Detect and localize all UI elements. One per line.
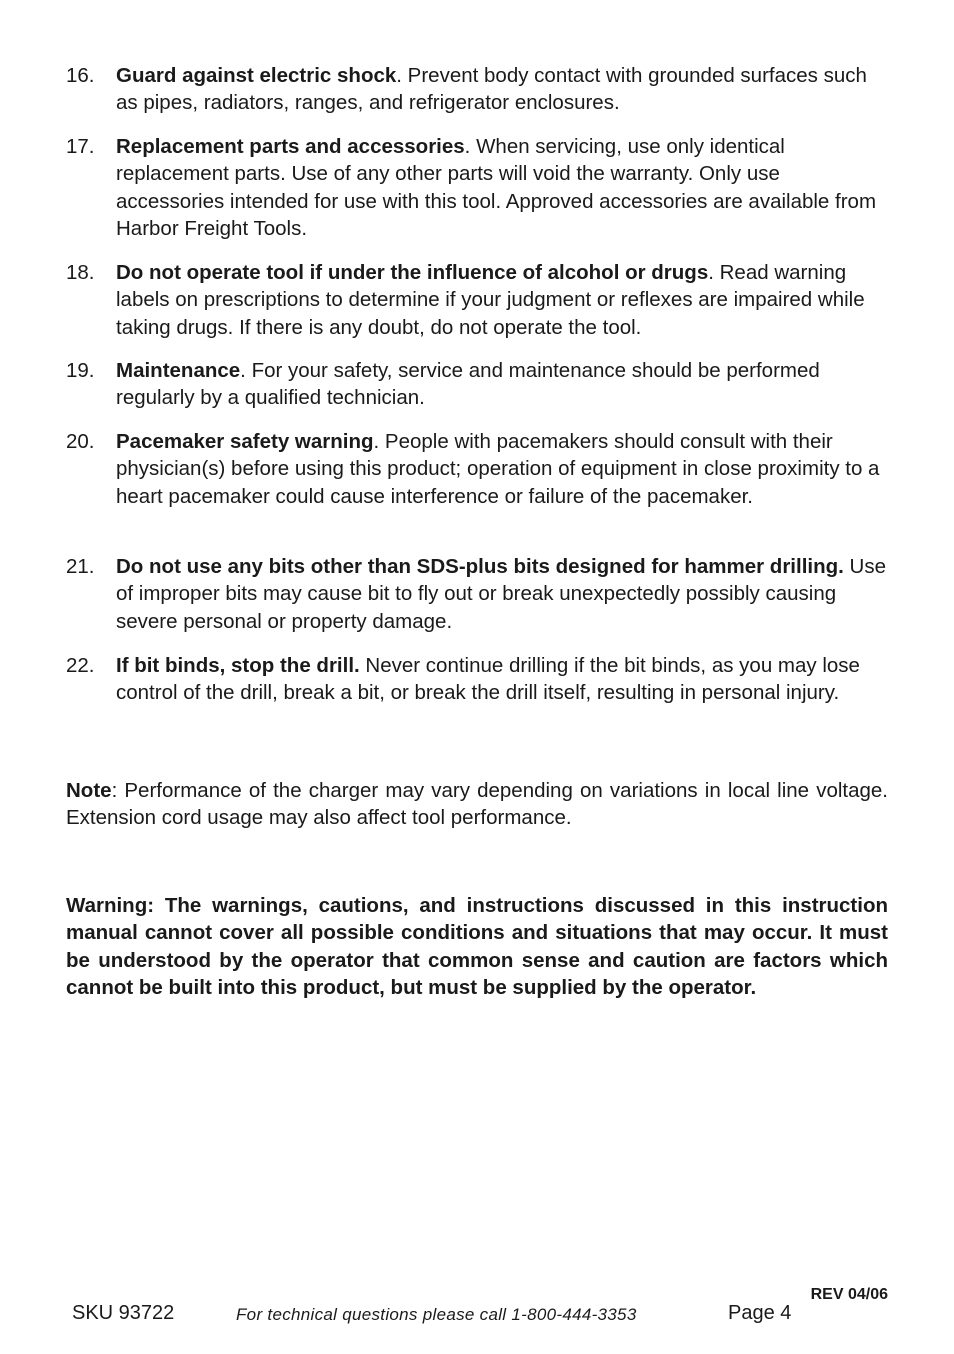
item-body: Use of improper bits may cause bit to fly out or break unexpectedly possibly causing severe personal or property damage. (116, 555, 886, 633)
sku-label: SKU 93722 (72, 1302, 175, 1324)
warning-paragraph: Warning: The warnings, cautions, and instructions discussed in this instruction manual cannot cover all possible conditions and situations that may occur. It must be understood by the operator that common sense and caution are factors which cannot be built into this product, but must be supplied by the operator. (66, 894, 888, 999)
tech-support-line: For technical questions please call 1-800-444-3353 (236, 1305, 637, 1324)
page-number: Page 4 (728, 1302, 792, 1324)
item-body: . Prevent body contact with grounded surfaces such as pipes, radiators, ranges, and refrigerator enclosures. (116, 64, 867, 115)
item-number: 18. (66, 261, 95, 284)
item-number: 16. (66, 64, 95, 87)
item-title: If bit binds, stop the drill. (116, 654, 360, 677)
safety-item-16 (66, 62, 888, 117)
note-text: : Performance of the charger may vary depending on variations in local line voltage. Extension cord usage may also affect tool performance. (66, 779, 888, 830)
note-label: Note (66, 779, 112, 802)
safety-item-20 (66, 428, 888, 510)
safety-item-19 (66, 357, 888, 412)
safety-item-18 (66, 259, 888, 341)
revision-label: REV 04/06 (810, 1286, 888, 1303)
item-body: Never continue drilling if the bit binds, as you may lose control of the drill, break a bit, or break the drill itself, resulting in personal injury. (116, 654, 860, 705)
item-body: . Read warning labels on prescriptions to determine if your judgment or reflexes are impaired while taking drugs. If there is any doubt, do not operate the tool. (116, 261, 865, 339)
safety-item-22 (66, 652, 888, 707)
item-number: 19. (66, 359, 95, 382)
item-number: 17. (66, 135, 95, 158)
item-title: Pacemaker safety warning (116, 430, 374, 453)
item-title: Guard against electric shock (116, 64, 397, 87)
item-body: . For your safety, service and maintenance should be performed regularly by a qualified technician. (116, 359, 820, 410)
item-number: 20. (66, 430, 95, 453)
note-paragraph (66, 777, 888, 832)
item-title: Do not operate tool if under the influence of alcohol or drugs (116, 261, 709, 284)
item-title: Do not use any bits other than SDS-plus bits designed for hammer drilling. (116, 555, 844, 578)
item-number: 22. (66, 654, 95, 677)
item-title: Replacement parts and accessories (116, 135, 465, 158)
item-body: . People with pacemakers should consult with their physician(s) before using this product; operation of equipment in close proximity to a heart pacemaker could cause interference or failure of the pacemaker. (116, 430, 880, 508)
safety-item-17 (66, 133, 888, 242)
item-title: Maintenance (116, 359, 241, 382)
item-body: . When servicing, use only identical replacement parts. Use of any other parts will void the warranty. Only use accessories intended for use with this tool. Approved accessories are available from Harbor Freight Tools. (116, 135, 877, 240)
safety-item-21 (66, 553, 888, 635)
item-number: 21. (66, 555, 95, 578)
